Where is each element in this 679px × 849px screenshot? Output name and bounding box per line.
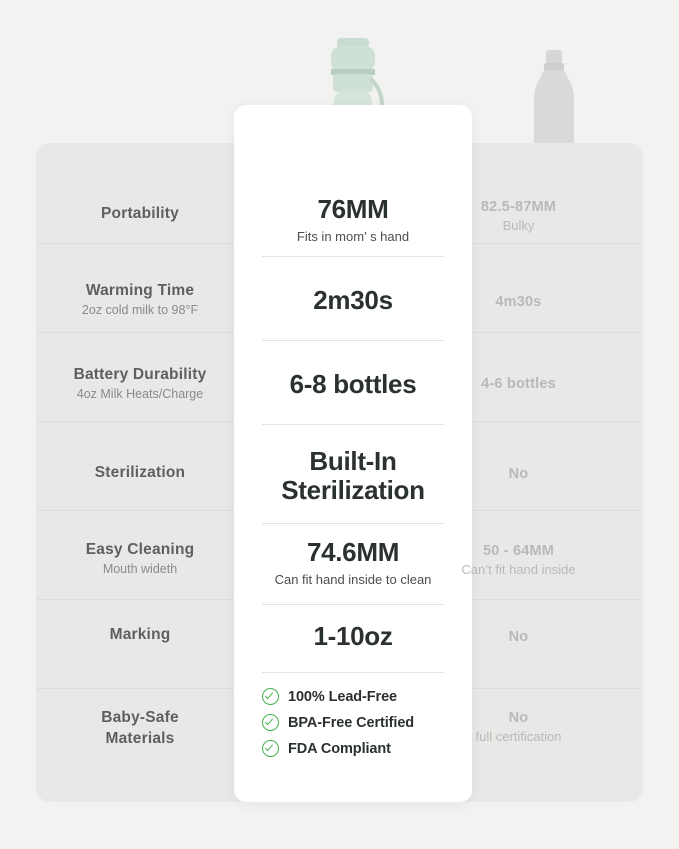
card-divider	[262, 340, 444, 341]
check-circle-icon	[262, 740, 279, 757]
product-value-main: 76MM	[317, 194, 389, 224]
competitor-value-sub: Bulky	[502, 218, 535, 233]
certification-label: 100% Lead-Free	[288, 688, 398, 705]
check-circle-icon	[262, 714, 279, 731]
product-value-main: 74.6MM	[306, 537, 400, 567]
product-value-main: 2m30s	[313, 285, 393, 315]
card-divider	[262, 604, 444, 605]
feature-subtitle: 2oz cold milk to 98°F	[81, 303, 199, 317]
competitor-value-main: No	[508, 466, 529, 482]
competitor-value-main: 4m30s	[495, 294, 542, 310]
certification-list	[262, 688, 452, 766]
feature-subtitle: Mouth wideth	[102, 562, 178, 576]
product-value-sub: Can fit hand inside to clean	[274, 572, 432, 587]
feature-title: Baby-Safe Materials	[101, 709, 179, 747]
competitor-value-main: No	[508, 710, 529, 726]
feature-title: Sterilization	[94, 464, 186, 481]
product-value-sub: Fits in mom’ s hand	[296, 229, 410, 244]
competitor-value-sub: Can’t fit hand inside	[461, 562, 576, 577]
feature-title: Warming Time	[85, 282, 195, 299]
list-item	[262, 740, 452, 757]
card-divider	[262, 523, 444, 524]
card-divider	[262, 256, 444, 257]
competitor-value-baby-safe-materials	[430, 710, 607, 744]
card-divider	[262, 672, 444, 673]
certification-label: FDA Compliant	[288, 740, 391, 757]
product-value-main: 6-8 bottles	[289, 369, 417, 399]
card-divider	[262, 424, 444, 425]
list-item	[262, 714, 452, 731]
product-value-main: 1-10oz	[313, 621, 393, 651]
feature-title: Marking	[109, 626, 171, 643]
feature-title: Battery Durability	[73, 366, 207, 383]
product-value-main: Built-In Sterilization	[281, 446, 425, 506]
competitor-value-main: 4-6 bottles	[481, 376, 556, 392]
competitor-value-main: 50 - 64MM	[482, 543, 555, 559]
competitor-value-easy-cleaning	[430, 543, 607, 577]
competitor-value-portability	[430, 199, 607, 233]
certification-label: BPA-Free Certified	[288, 714, 415, 731]
competitor-value-battery-durability	[430, 376, 607, 392]
competitor-value-marking	[430, 629, 607, 645]
list-item	[262, 688, 452, 705]
check-circle-icon	[262, 688, 279, 705]
feature-title: Easy Cleaning	[85, 541, 195, 558]
competitor-value-main: No	[508, 629, 529, 645]
competitor-value-main: 82.5-87MM	[480, 199, 557, 215]
competitor-value-warming-time	[430, 294, 607, 310]
competitor-value-sub: full certification	[475, 729, 562, 744]
feature-title: Portability	[101, 205, 179, 222]
competitor-value-sterilization	[430, 466, 607, 482]
feature-subtitle: 4oz Milk Heats/Charge	[76, 387, 204, 401]
